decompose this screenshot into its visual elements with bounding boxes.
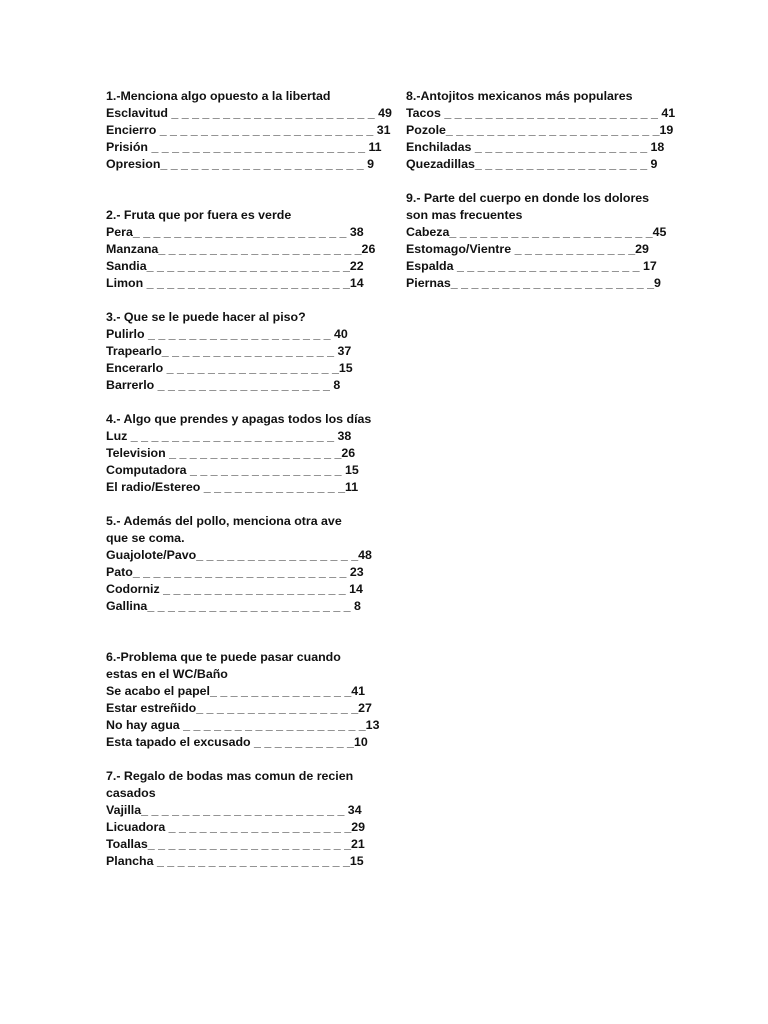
answer-item: Pulirlo _ _ _ _ _ _ _ _ _ _ _ _ _ _ _ _ _ _ 40 — [106, 327, 348, 341]
answer-item: Guajolote/Pavo_ _ _ _ _ _ _ _ _ _ _ _ _ _ _ _48 — [106, 548, 372, 562]
question-title: 9.- Parte del cuerpo en donde los dolores — [406, 191, 650, 205]
answer-item: Enchiladas _ _ _ _ _ _ _ _ _ _ _ _ _ _ _ _ _ 18 — [406, 140, 665, 154]
answer-item: Estar estreñido_ _ _ _ _ _ _ _ _ _ _ _ _ _ _ _27 — [106, 701, 372, 715]
question-title: 2.- Fruta que por fuera es verde — [106, 208, 292, 222]
answer-item: Cabeza_ _ _ _ _ _ _ _ _ _ _ _ _ _ _ _ _ _ _ _45 — [406, 225, 667, 239]
question-8 — [406, 88, 686, 173]
answer-item: Piernas_ _ _ _ _ _ _ _ _ _ _ _ _ _ _ _ _ _ _ _9 — [406, 276, 661, 290]
question-1 — [106, 88, 392, 173]
answer-item: Toallas_ _ _ _ _ _ _ _ _ _ _ _ _ _ _ _ _ _ _ _21 — [106, 837, 365, 851]
answer-item: Espalda _ _ _ _ _ _ _ _ _ _ _ _ _ _ _ _ _ _ 17 — [406, 259, 657, 273]
answer-item: Limon _ _ _ _ _ _ _ _ _ _ _ _ _ _ _ _ _ _ _ _14 — [106, 276, 364, 290]
answer-item: Barrerlo _ _ _ _ _ _ _ _ _ _ _ _ _ _ _ _ _ 8 — [106, 378, 341, 392]
question-3 — [106, 309, 386, 394]
answer-item: Se acabo el papel_ _ _ _ _ _ _ _ _ _ _ _ _ _41 — [106, 684, 365, 698]
answer-item: Sandia_ _ _ _ _ _ _ _ _ _ _ _ _ _ _ _ _ _ _ _22 — [106, 259, 364, 273]
answer-item: Gallina_ _ _ _ _ _ _ _ _ _ _ _ _ _ _ _ _ _ _ _ 8 — [106, 599, 361, 613]
answer-item: Opresion_ _ _ _ _ _ _ _ _ _ _ _ _ _ _ _ _ _ _ _ 9 — [106, 157, 374, 171]
answer-item: Pozole_ _ _ _ _ _ _ _ _ _ _ _ _ _ _ _ _ _ _ _ _19 — [406, 123, 674, 137]
answer-item: Prisión _ _ _ _ _ _ _ _ _ _ _ _ _ _ _ _ _ _ _ _ _ 11 — [106, 140, 382, 154]
answer-item: Licuadora _ _ _ _ _ _ _ _ _ _ _ _ _ _ _ _ _ _29 — [106, 820, 365, 834]
answer-item: Esclavitud _ _ _ _ _ _ _ _ _ _ _ _ _ _ _ _ _ _ _ _ 49 — [106, 106, 392, 120]
question-title: 1.-Menciona algo opuesto a la libertad — [106, 89, 331, 103]
answer-item: Luz _ _ _ _ _ _ _ _ _ _ _ _ _ _ _ _ _ _ _ _ 38 — [106, 429, 352, 443]
question-title-cont: que se coma. — [106, 531, 185, 545]
answer-item: Trapearlo_ _ _ _ _ _ _ _ _ _ _ _ _ _ _ _ _ 37 — [106, 344, 352, 358]
answer-item: Tacos _ _ _ _ _ _ _ _ _ _ _ _ _ _ _ _ _ _ _ _ _ 41 — [406, 106, 676, 120]
answer-item: Encerarlo _ _ _ _ _ _ _ _ _ _ _ _ _ _ _ _ _15 — [106, 361, 353, 375]
question-title: 8.-Antojitos mexicanos más populares — [406, 89, 633, 103]
answer-item: Esta tapado el excusado _ _ _ _ _ _ _ _ _ _10 — [106, 735, 368, 749]
answer-item: Pera_ _ _ _ _ _ _ _ _ _ _ _ _ _ _ _ _ _ _ _ _ 38 — [106, 225, 364, 239]
question-4 — [106, 411, 386, 496]
question-title: 4.- Algo que prendes y apagas todos los días — [106, 412, 372, 426]
question-title-cont: son mas frecuentes — [406, 208, 523, 222]
left-column — [106, 88, 392, 870]
answer-item: No hay agua _ _ _ _ _ _ _ _ _ _ _ _ _ _ _ _ _ _13 — [106, 718, 380, 732]
answer-item: Manzana_ _ _ _ _ _ _ _ _ _ _ _ _ _ _ _ _ _ _ _26 — [106, 242, 376, 256]
answer-item: El radio/Estereo _ _ _ _ _ _ _ _ _ _ _ _ _ _11 — [106, 480, 359, 494]
question-title-cont: casados — [106, 786, 156, 800]
question-9 — [406, 190, 686, 292]
right-column — [406, 88, 686, 292]
answer-item: Codorniz _ _ _ _ _ _ _ _ _ _ _ _ _ _ _ _ _ _ 14 — [106, 582, 363, 596]
question-6 — [106, 649, 386, 751]
question-title: 7.- Regalo de bodas mas comun de recien — [106, 769, 354, 783]
answer-item: Pato_ _ _ _ _ _ _ _ _ _ _ _ _ _ _ _ _ _ _ _ _ 23 — [106, 565, 364, 579]
question-title: 5.- Además del pollo, menciona otra ave — [106, 514, 342, 528]
question-title-cont: estas en el WC/Baño — [106, 667, 228, 681]
question-title: 6.-Problema que te puede pasar cuando — [106, 650, 341, 664]
question-7 — [106, 768, 386, 870]
answer-item: Computadora _ _ _ _ _ _ _ _ _ _ _ _ _ _ _ 15 — [106, 463, 359, 477]
answer-item: Estomago/Vientre _ _ _ _ _ _ _ _ _ _ _ _29 — [406, 242, 649, 256]
answer-item: Plancha _ _ _ _ _ _ _ _ _ _ _ _ _ _ _ _ _ _ _15 — [106, 854, 364, 868]
answer-item: Encierro _ _ _ _ _ _ _ _ _ _ _ _ _ _ _ _ _ _ _ _ _ 31 — [106, 123, 391, 137]
answer-item: Quezadillas_ _ _ _ _ _ _ _ _ _ _ _ _ _ _ _ _ 9 — [406, 157, 658, 171]
question-title: 3.- Que se le puede hacer al piso? — [106, 310, 306, 324]
question-2 — [106, 207, 386, 292]
answer-item: Television _ _ _ _ _ _ _ _ _ _ _ _ _ _ _ _ _26 — [106, 446, 356, 460]
question-5 — [106, 513, 386, 615]
answer-item: Vajilla_ _ _ _ _ _ _ _ _ _ _ _ _ _ _ _ _ _ _ _ 34 — [106, 803, 362, 817]
